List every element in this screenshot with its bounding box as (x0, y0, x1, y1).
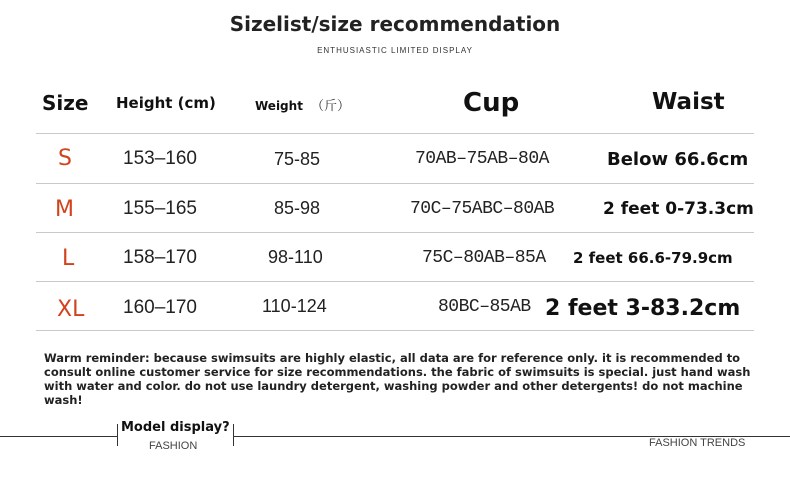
row-weight: 85-98 (274, 198, 321, 218)
table-divider (36, 232, 754, 233)
row-weight: 75-85 (274, 149, 321, 169)
bracket-left (117, 424, 118, 446)
table-divider (36, 330, 754, 331)
row-size: M (55, 197, 74, 222)
row-cup: 80BC–85AB (438, 297, 531, 317)
row-cup: 75C–80AB–85A (422, 248, 546, 268)
page-title: Sizelist/size recommendation (229, 12, 561, 36)
row-height: 155–165 (123, 198, 197, 219)
header-cup: Cup (463, 88, 520, 118)
fashion-trends-label: FASHION TRENDS (649, 437, 746, 449)
header-weight-label: Weight (255, 99, 303, 113)
row-size: L (62, 246, 75, 271)
row-cup: 70C–75ABC–80AB (410, 199, 555, 219)
header-weight-unit: （斤） (310, 99, 350, 114)
row-height: 158–170 (123, 247, 197, 268)
row-height: 153–160 (123, 148, 197, 169)
row-size: S (58, 146, 72, 171)
care-note: Warm reminder: because swimsuits are highly elastic, all data are for reference only. it is recommended to consult online customer service for size recommendations. the fabric of swimsuits is special. just hand wash with water and color. do not use laundry detergent, washing powder and other detergents! do not machine wash! (44, 351, 751, 407)
row-waist: 2 feet 3-83.2cm (545, 296, 741, 321)
table-divider (36, 133, 754, 134)
row-cup: 70AB–75AB–80A (415, 149, 549, 169)
bracket-right (233, 424, 234, 446)
table-divider (36, 183, 754, 184)
row-size: XL (57, 297, 85, 322)
table-divider (36, 281, 754, 282)
row-waist: 2 feet 0-73.3cm (603, 199, 754, 219)
header-height: Height (cm) (116, 94, 216, 112)
page-subtitle: ENTHUSIASTIC LIMITED DISPLAY (317, 46, 473, 55)
header-weight (255, 95, 350, 114)
footer-divider (0, 436, 118, 437)
row-height: 160–170 (123, 297, 197, 318)
model-display-label: Model display? (121, 420, 230, 435)
header-size: Size (42, 91, 89, 115)
fashion-label: FASHION (149, 440, 198, 452)
row-waist: 2 feet 66.6-79.9cm (573, 249, 733, 267)
row-weight: 110-124 (262, 296, 327, 316)
row-weight: 98-110 (268, 247, 323, 267)
header-waist: Waist (652, 89, 725, 115)
row-waist: Below 66.6cm (607, 149, 749, 170)
